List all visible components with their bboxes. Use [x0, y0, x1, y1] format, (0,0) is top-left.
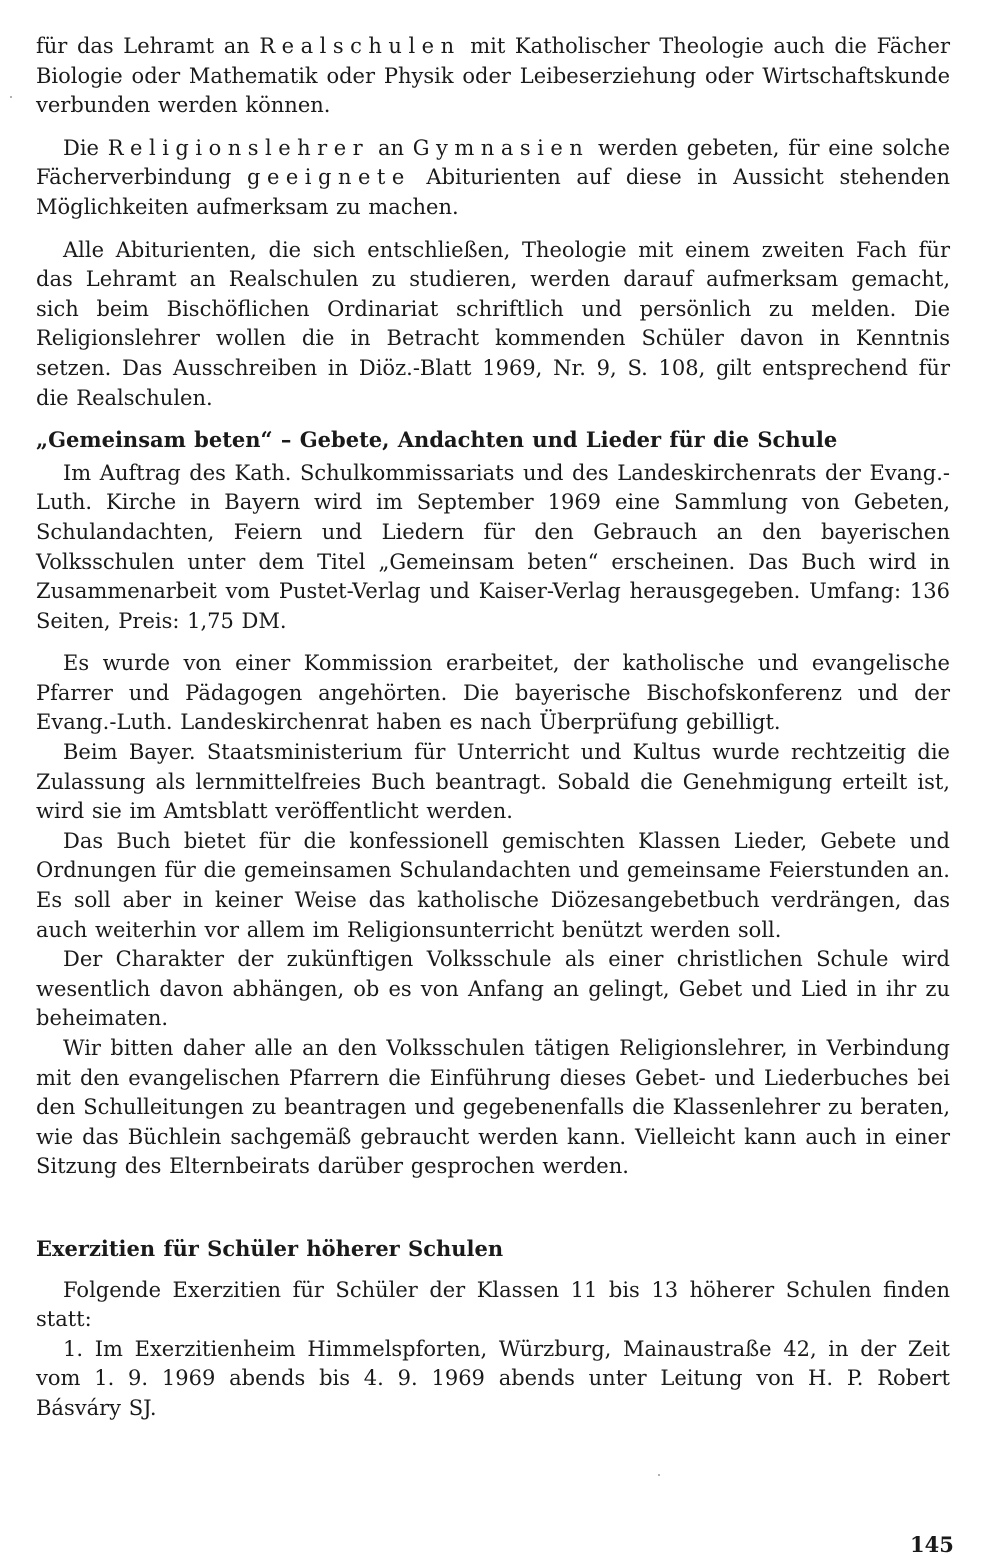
text-run: mit Katholischer Theologie auch die Fächer Biologie oder Mathematik oder Physik oder Leibeserziehung oder Wirtschaftskunde verbunden werden können. — [36, 34, 950, 118]
text-run: Abiturienten auf diese in Aussicht stehenden Möglichkeiten aufmerksam zu machen. — [36, 165, 950, 219]
scan-speck — [10, 96, 12, 98]
spaced-word-gymnasien: Gymnasien — [412, 135, 590, 160]
paragraph-book-contents: Das Buch bietet für die konfessionell gemischten Klassen Lieder, Gebete und Ordnungen für die gemeinsamen Schulandachten und gemeinsame Feierstunden an. Es soll aber in keiner Weise das katholische Diözesangebetbuch verdrängen, das auch weiterhin vor allem im Religionsunterricht benützt werden soll. — [36, 828, 950, 942]
paragraph-exerzitien-intro: Folgende Exerzitien für Schüler der Klassen 11 bis 13 höherer Schulen finden statt: — [36, 1277, 950, 1332]
paragraph-abiturienten: Alle Abiturienten, die sich entschließen, Theologie mit einem zweiten Fach für das Lehramt an Realschulen zu studieren, werden darauf aufmerksam gemacht, sich beim Bischöflichen Ordinariat schriftlich und persönlich zu melden. Die Religionslehrer wollen die in Betracht kommenden Schüler davon in Kenntnis setzen. Das Ausschreiben in Diöz.-Blatt 1969, Nr. 9, S. 108, gilt entsprechend für die Realschulen. — [36, 237, 950, 410]
text-run: für das Lehramt an — [36, 34, 260, 58]
heading-gemeinsam-beten: „Gemeinsam beten“ – Gebete, Andachten und Lieder für die Schule — [36, 427, 838, 453]
spaced-word-realschulen: Realschulen — [259, 34, 461, 58]
paragraph-publication-notice: Im Auftrag des Kath. Schulkommissariats und des Landeskirchenrats der Evang.-Luth. Kirche in Bayern wird im September 1969 eine Sammlung von Gebeten, Schulandachten, Feiern und Liedern für den Gebrauch an den bayerischen Volksschulen unter dem Titel „Gemeinsam beten“ erscheinen. Das Buch wird in Zusammenarbeit vom Pustet-Verlag und Kaiser-Verlag herausgegeben. Umfang: 136 Seiten, Preis: 1,75 DM. — [36, 460, 950, 633]
text-run: werden gebeten, für eine solche Fächerverbindung — [36, 135, 950, 190]
text-run: an — [369, 135, 413, 160]
spaced-word-geeignete: geeignete — [247, 165, 411, 190]
scan-speck — [658, 1474, 660, 1476]
text-run: Die — [63, 135, 108, 160]
page-number: 145 — [910, 1532, 954, 1557]
paragraph-request: Wir bitten daher alle an den Volksschulen tätigen Religionslehrer, in Verbindung mit den evangelischen Pfarrern die Einführung dieses Gebet- und Liederbuches bei den Schulleitungen zu beantragen und gegebenenfalls die Klassenlehrer zu beraten, wie das Büchlein sachgemäß gebraucht werden kann. Vielleicht kann auch in einer Sitzung des Elternbeirats darüber gesprochen werden. — [36, 1036, 950, 1179]
paragraph-ministry-approval: Beim Bayer. Staatsministerium für Unterricht und Kultus wurde rechtzeitig die Zulassung als lernmittelfreies Buch beantragt. Sobald die Genehmigung erteilt ist, wird sie im Amtsblatt veröffentlicht werden. — [36, 740, 950, 824]
paragraph-realschulen-subjects — [36, 32, 950, 121]
text-column — [36, 32, 950, 1424]
paragraph-religion-teachers — [36, 134, 950, 223]
spaced-word-religionslehrer: Religionslehrer — [107, 135, 370, 160]
paragraph-exerzitien-item-1: 1. Im Exerzitienheim Himmelspforten, Würzburg, Mainaustraße 42, in der Zeit vom 1. 9. 1969 abends bis 4. 9. 1969 abends unter Leitung von H. P. Robert Básváry SJ. — [36, 1336, 950, 1420]
heading-exerzitien: Exerzitien für Schüler höherer Schulen — [36, 1235, 504, 1261]
paragraph-school-character: Der Charakter der zukünftigen Volksschule als einer christlichen Schule wird wesentlich davon abhängen, ob es von Anfang an gelingt, Gebet und Lied in ihr zu beheimaten. — [36, 947, 950, 1031]
paragraph-commission: Es wurde von einer Kommission erarbeitet, der katholische und evangelische Pfarrer und Pädagogen angehörten. Die bayerische Bischofskonferenz und der Evang.-Luth. Landeskirchenrat haben es nach Überprüfung gebilligt. — [36, 651, 950, 735]
